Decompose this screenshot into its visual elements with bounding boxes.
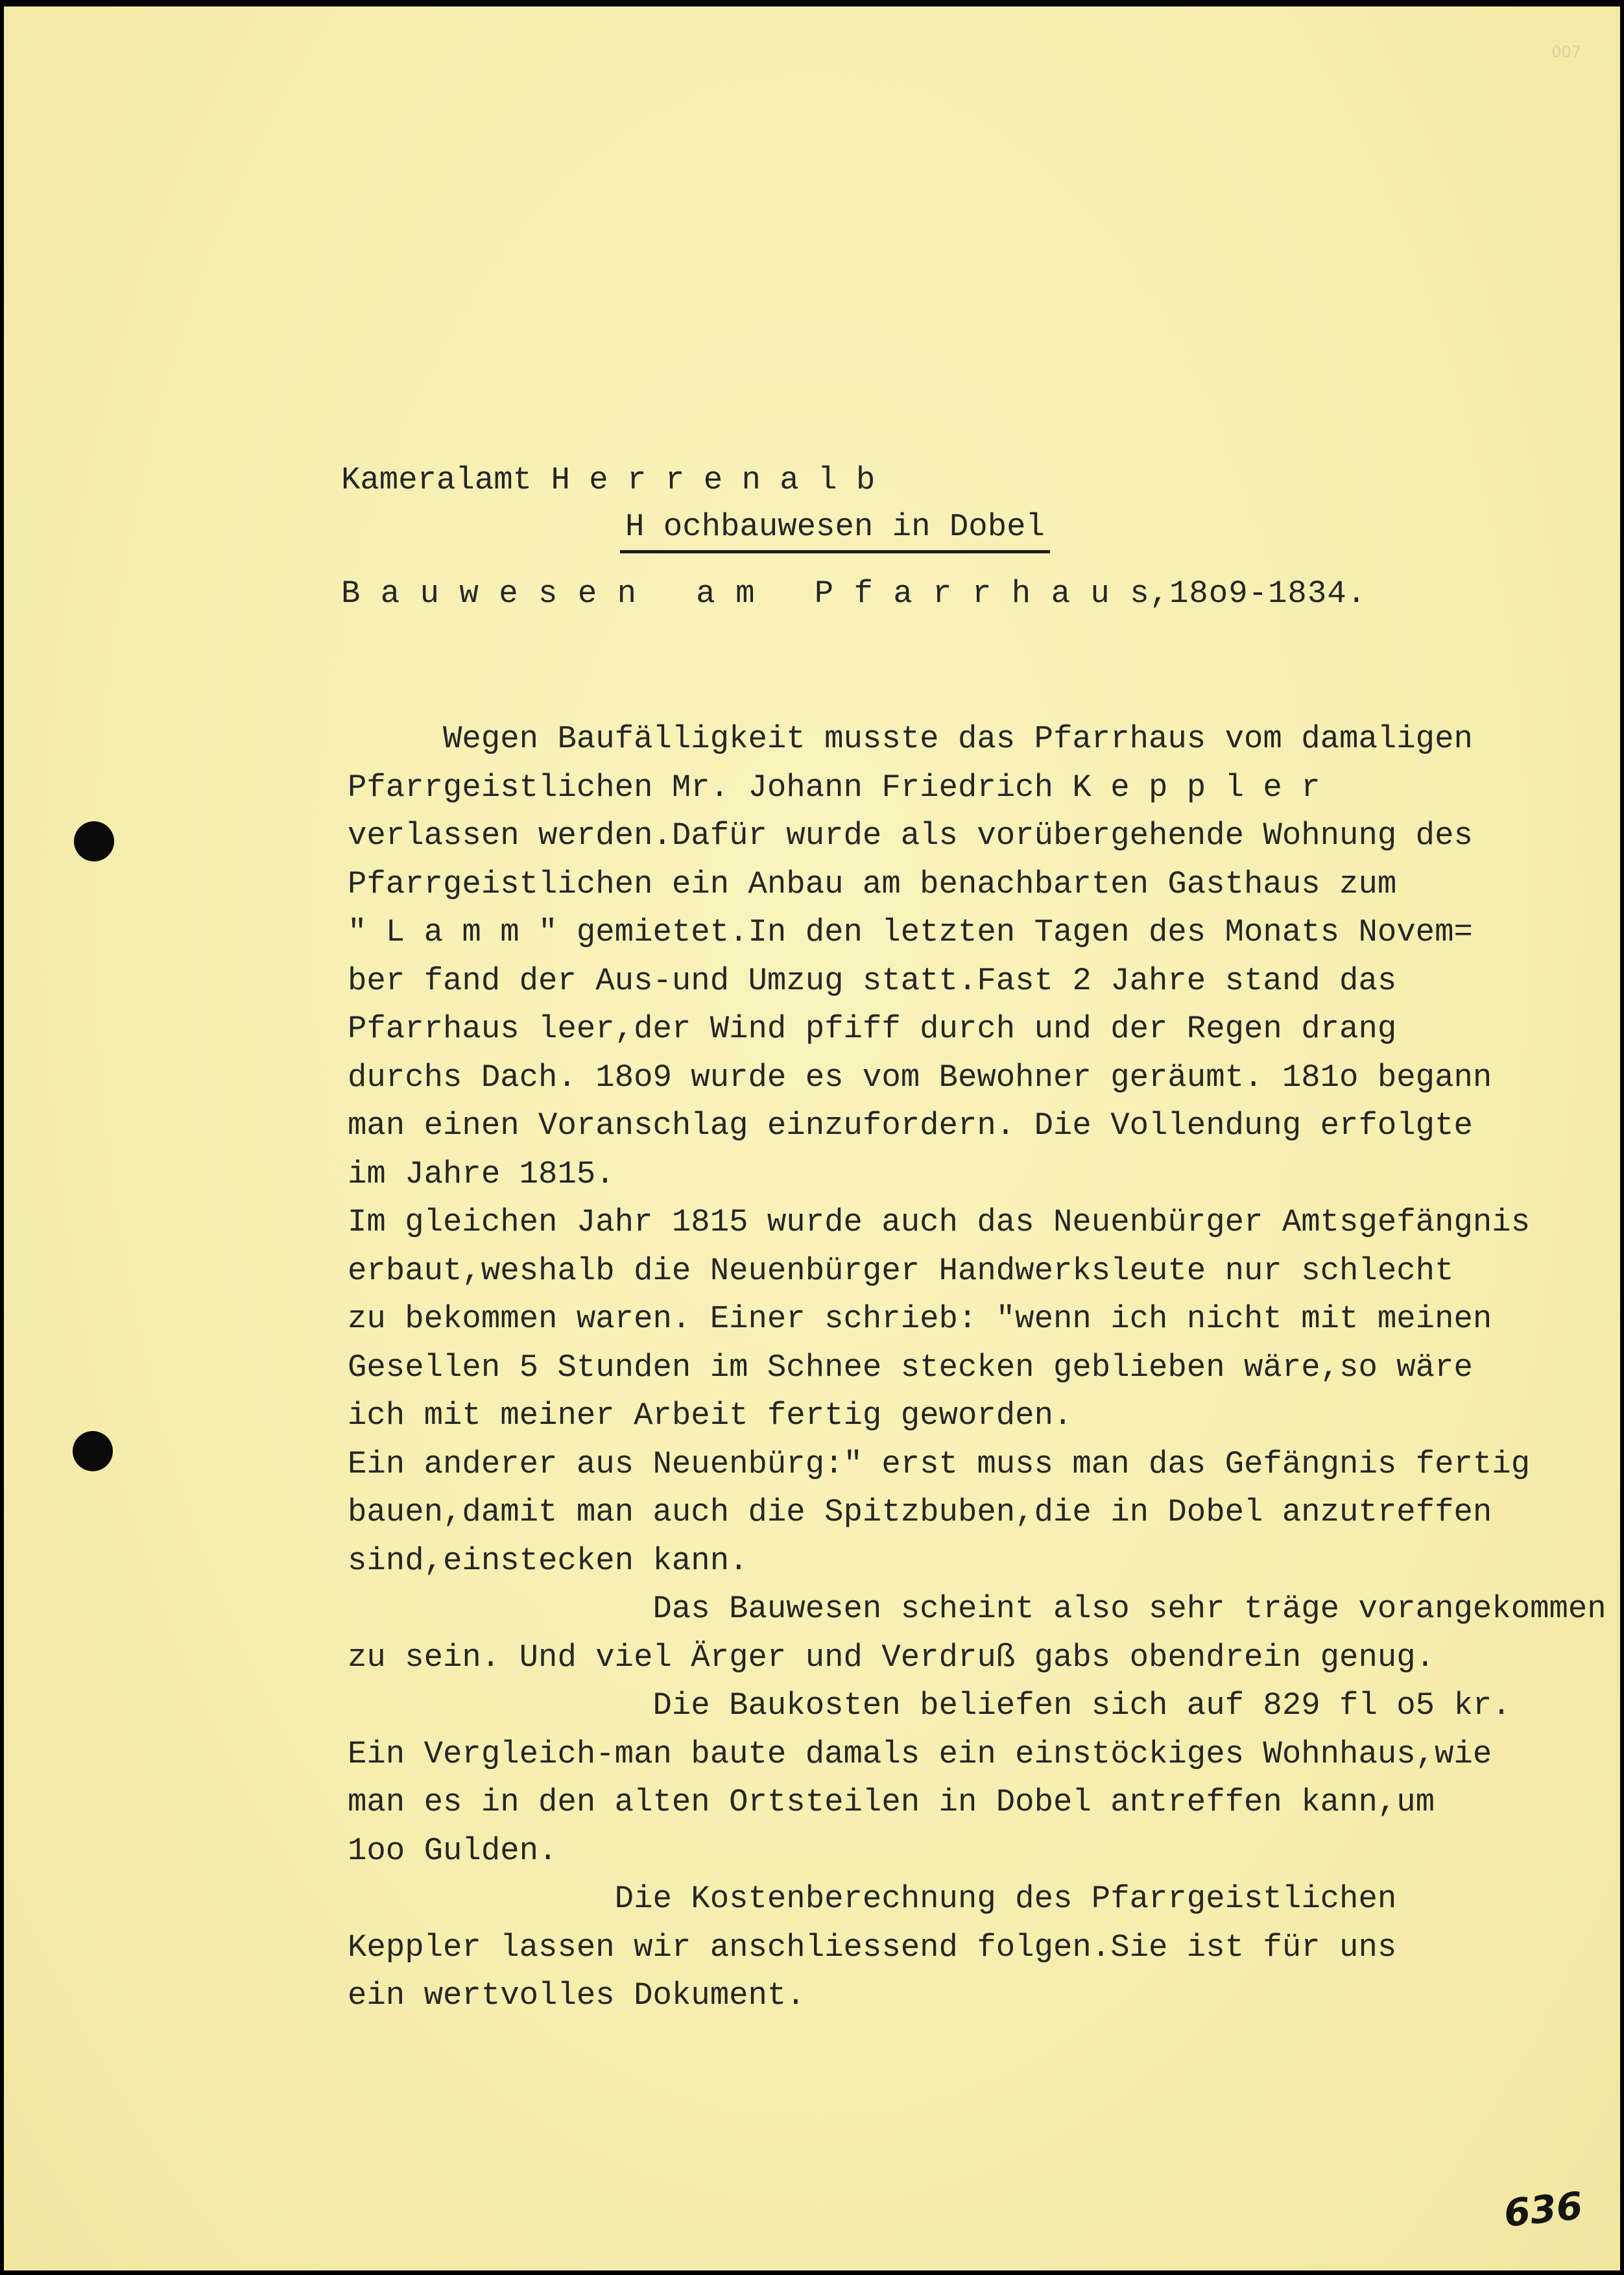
text-line: Ein Vergleich-man baute damals ein einstöckiges Wohnhaus,wie (348, 1735, 1492, 1772)
text-line: Das Bauwesen scheint also sehr träge vorangekommen (348, 1591, 1606, 1627)
text-line: ber fand der Aus-und Umzug statt.Fast 2 Jahre stand das (348, 962, 1397, 999)
text-line: Gesellen 5 Stunden im Schnee stecken geblieben wäre,so wäre (348, 1349, 1473, 1386)
text-line: ich mit meiner Arbeit fertig geworden. (348, 1397, 1073, 1434)
punch-hole-bottom (73, 1431, 113, 1471)
punch-hole-top (74, 821, 114, 861)
text-line: erbaut,weshalb die Neuenbürger Handwerksleute nur schlecht (348, 1252, 1454, 1289)
text-line: Keppler lassen wir anschliessend folgen.Sie ist für uns (348, 1929, 1397, 1966)
text-line: zu sein. Und viel Ärger und Verdruß gabs obendrein genug. (348, 1639, 1435, 1676)
text-line: " L a m m " gemietet.In den letzten Tagen des Monats Novem= (348, 914, 1473, 950)
document-page (4, 6, 1620, 2270)
text-line: sind,einstecken kann. (348, 1542, 748, 1579)
text-line: man es in den alten Ortsteilen in Dobel antreffen kann,um (348, 1784, 1435, 1820)
text-line: im Jahre 1815. (348, 1155, 615, 1192)
text-line: man einen Voranschlag einzufordern. Die Vollendung erfolgte (348, 1107, 1473, 1144)
text-line: ein wertvolles Dokument. (348, 1977, 806, 2014)
text-line: Pfarrhaus leer,der Wind pfiff durch und der Regen drang (348, 1011, 1397, 1047)
text-line: Im gleichen Jahr 1815 wurde auch das Neuenbürger Amtsgefängnis (348, 1204, 1531, 1240)
text-line: Ein anderer aus Neuenbürg:" erst muss man das Gefängnis fertig (348, 1445, 1531, 1482)
page-number: 636 (1501, 2183, 1585, 2236)
text-line: zu bekommen waren. Einer schrieb: "wenn ich nicht mit meinen (348, 1301, 1492, 1337)
office-line: Kameralamt H e r r e n a l b (341, 462, 876, 498)
text-line: Pfarrgeistlichen ein Anbau am benachbarten Gasthaus zum (348, 865, 1397, 902)
text-line: verlassen werden.Dafür wurde als vorübergehende Wohnung des (348, 817, 1473, 854)
document-title: B a u w e s e n a m P f a r r h a u s,18o9-1834. (341, 575, 1367, 612)
text-line: Die Kostenberechnung des Pfarrgeistlichen (348, 1881, 1397, 1917)
text-line: durchs Dach. 18o9 wurde es vom Bewohner geräumt. 181o begann (348, 1059, 1492, 1096)
body-text (348, 715, 1606, 2020)
text-line: bauen,damit man auch die Spitzbuben,die in Dobel anzutreffen (348, 1494, 1492, 1530)
subject-line: H ochbauwesen in Dobel (620, 507, 1050, 553)
corner-mark: 007 (1551, 43, 1581, 61)
text-line: 1oo Gulden. (348, 1832, 558, 1869)
text-line: Pfarrgeistlichen Mr. Johann Friedrich K e p p l e r (348, 769, 1320, 806)
text-line: Wegen Baufälligkeit musste das Pfarrhaus vom damaligen (348, 721, 1473, 757)
text-line: Die Baukosten beliefen sich auf 829 fl o5 kr. (348, 1687, 1511, 1724)
